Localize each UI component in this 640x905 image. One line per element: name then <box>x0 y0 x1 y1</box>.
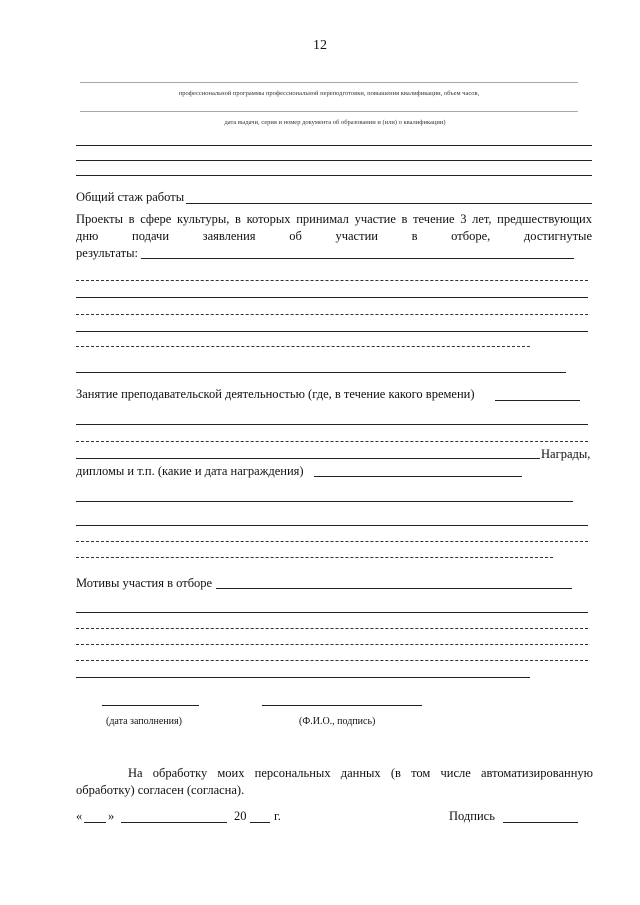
projects-text-line2: дню подачи заявления об участии в отборе, достигнутые <box>76 229 592 243</box>
label-teaching: Занятие преподавательской деятельностью (где, в течение какого времени) <box>76 387 475 401</box>
blank-line[interactable] <box>76 331 588 332</box>
date-year-suffix: г. <box>274 809 281 823</box>
blank-line[interactable] <box>76 644 588 645</box>
blank-line[interactable] <box>76 541 588 542</box>
blank-line[interactable] <box>76 145 592 146</box>
teaching-field[interactable] <box>495 400 580 401</box>
education-line-2[interactable] <box>80 111 578 112</box>
caption-date: (дата заполнения) <box>106 716 182 727</box>
experience-field[interactable] <box>186 203 592 204</box>
date-filled-field[interactable] <box>102 705 199 706</box>
blank-line[interactable] <box>76 628 588 629</box>
month-field[interactable] <box>121 822 227 823</box>
name-signature-field[interactable] <box>262 705 422 706</box>
projects-results-field[interactable] <box>141 258 574 259</box>
date-year-prefix: 20 <box>234 809 247 823</box>
motives-field[interactable] <box>216 588 572 589</box>
day-field[interactable] <box>84 822 106 823</box>
awards-field-line[interactable] <box>76 458 540 459</box>
page-number: 12 <box>313 38 327 53</box>
year-field[interactable] <box>250 822 270 823</box>
caption-name: (Ф.И.О., подпись) <box>299 716 376 727</box>
blank-line[interactable] <box>76 612 588 613</box>
date-open-quote: « <box>76 809 83 823</box>
blank-line[interactable] <box>76 525 588 526</box>
projects-text-line1: Проекты в сфере культуры, в которых принимал участие в течение 3 лет, предшествующих <box>76 212 592 226</box>
blank-line[interactable] <box>76 501 573 502</box>
blank-line[interactable] <box>76 280 588 281</box>
consent-line2: обработку) согласен (согласна). <box>76 783 245 797</box>
caption-document: дата выдачи, серия и номер документа об образовании и (или) о квалификации) <box>224 119 446 126</box>
blank-line[interactable] <box>76 160 592 161</box>
blank-line[interactable] <box>76 557 553 558</box>
label-motives: Мотивы участия в отборе <box>76 576 213 590</box>
blank-line[interactable] <box>76 424 588 425</box>
blank-line[interactable] <box>76 372 566 373</box>
caption-program: профессиональной программы профессиональной переподготовки, повышения квалификации, объем часов, <box>178 90 480 97</box>
label-experience: Общий стаж работы <box>76 190 185 204</box>
date-close-quote: » <box>108 809 115 823</box>
blank-line[interactable] <box>76 346 530 347</box>
blank-line[interactable] <box>76 441 588 442</box>
blank-line[interactable] <box>76 314 588 315</box>
consent-line1: На обработку моих персональных данных (в том числе автоматизированную <box>128 766 593 780</box>
blank-line[interactable] <box>76 677 530 678</box>
blank-line[interactable] <box>76 297 588 298</box>
blank-line[interactable] <box>76 660 588 661</box>
projects-text-line3: результаты: <box>76 246 138 260</box>
education-line-1[interactable] <box>80 82 578 83</box>
blank-line[interactable] <box>76 175 592 176</box>
awards-label-part1: Награды, <box>541 447 591 461</box>
signature-field[interactable] <box>503 822 578 823</box>
awards-field[interactable] <box>314 476 522 477</box>
label-signature: Подпись <box>449 809 495 823</box>
awards-label-part2: дипломы и т.п. (какие и дата награждения) <box>76 464 304 478</box>
